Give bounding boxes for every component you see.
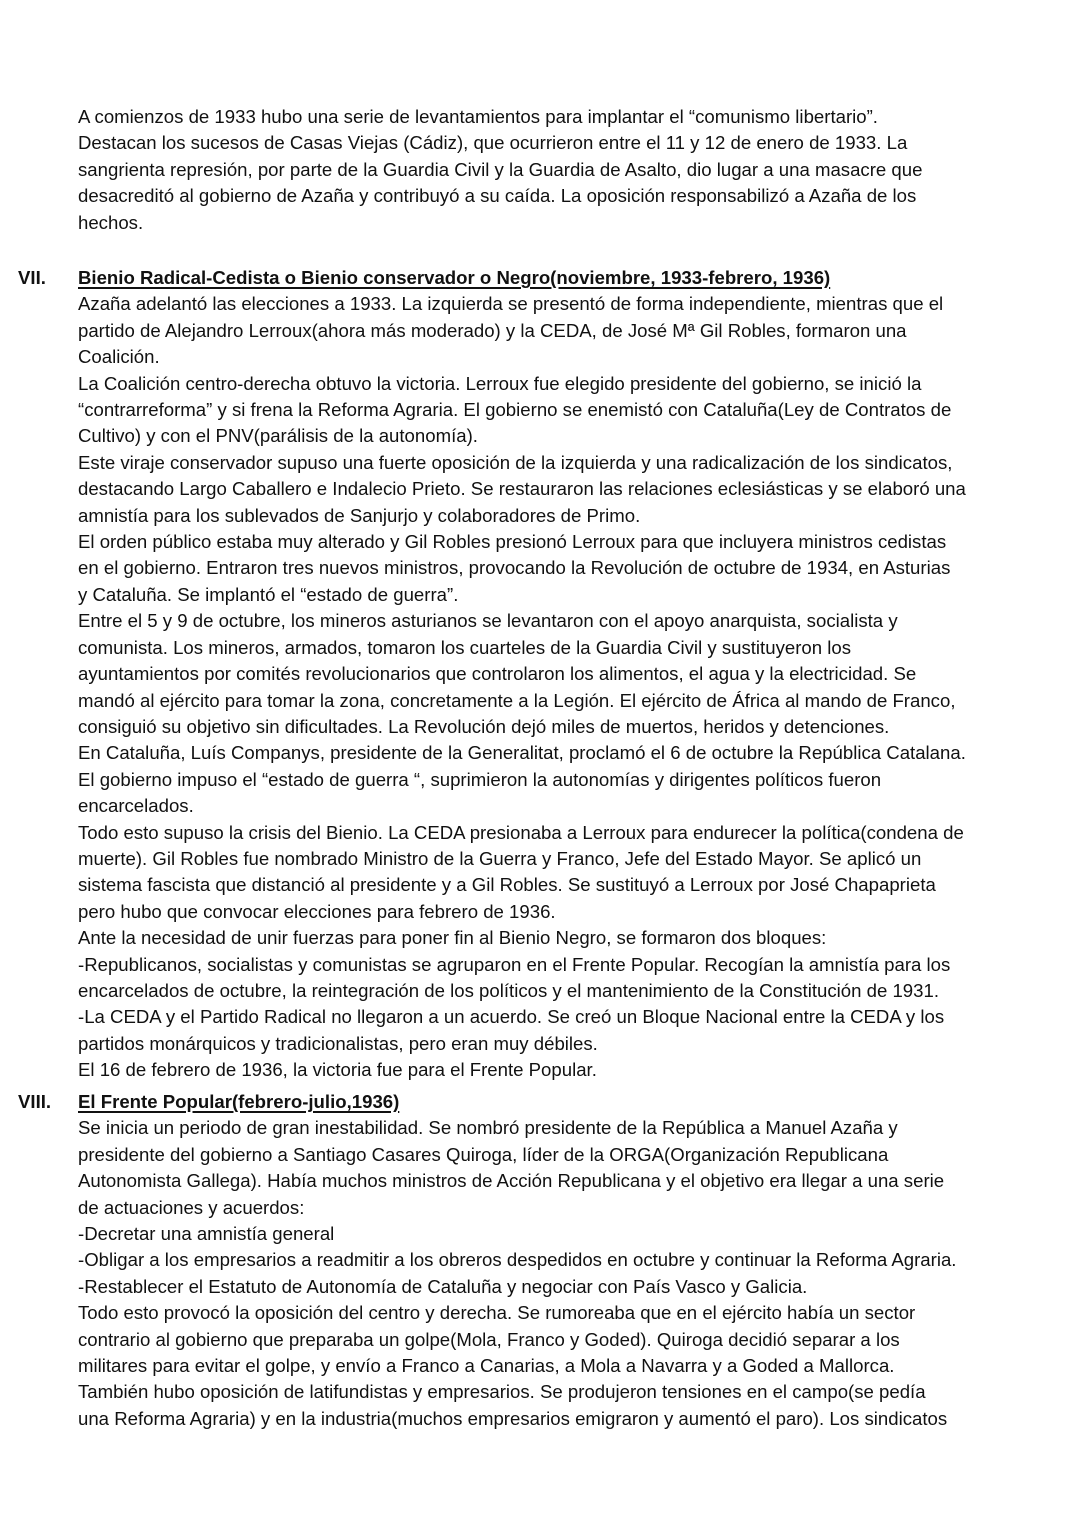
text-line: de actuaciones y acuerdos: [78,1196,305,1218]
text-line: Coalición. [78,346,160,368]
text-line: El orden público estaba muy alterado y Gil Robles presionó Lerroux para que incluyera ministros cedistas [78,531,947,553]
text-line: Autonomista Gallega). Había muchos ministros de Acción Republicana y el objetivo era llegar a una serie [78,1170,945,1192]
text-line: Cultivo) y con el PNV(parálisis de la autonomía). [78,425,478,447]
text-line: -Obligar a los empresarios a readmitir a los obreros despedidos en octubre y continuar la Reforma Agraria. [78,1249,957,1271]
section-viii [78,1089,1028,1432]
text-line: consiguió su objetivo sin dificultades. La Revolución dejó miles de muertos, heridos y detenciones. [78,715,890,737]
text-line: A comienzos de 1933 hubo una serie de levantamientos para implantar el “comunismo libertario”. [78,106,878,127]
text-line: pero hubo que convocar elecciones para febrero de 1936. [78,900,556,922]
text-line: -Republicanos, socialistas y comunistas se agruparon en el Frente Popular. Recogían la amnistía para los [78,953,951,975]
text-line: Entre el 5 y 9 de octubre, los mineros asturianos se levantaron con el apoyo anarquista, socialista y [78,610,898,632]
text-line: Azaña adelantó las elecciones a 1933. La izquierda se presentó de forma independiente, mientras que el [78,293,944,315]
text-line: mandó al ejército para tomar la zona, concretamente a la Legión. El ejército de África al mando de Franco, [78,689,956,711]
text-line: partido de Alejandro Lerroux(ahora más moderado) y la CEDA, de José Mª Gil Robles, formaron una [78,319,907,341]
section-heading-viii: El Frente Popular(febrero-julio,1936) [78,1091,400,1112]
text-line: Ante la necesidad de unir fuerzas para poner fin al Bienio Negro, se formaron dos bloques: [78,927,827,949]
text-line: La Coalición centro-derecha obtuvo la victoria. Lerroux fue elegido presidente del gobierno, se inició la [78,372,922,394]
text-line: encarcelados. [78,795,194,817]
text-line: hechos. [78,211,144,233]
text-line: -Decretar una amnistía general [78,1223,335,1245]
section-numeral-vii: VII. [18,267,46,288]
text-line: “contrarreforma” y si frena la Reforma Agraria. El gobierno se enemistó con Cataluña(Ley de Contratos de [78,399,952,421]
text-line: El 16 de febrero de 1936, la victoria fue para el Frente Popular. [78,1059,597,1081]
section-heading-vii: Bienio Radical-Cedista o Bienio conservador o Negro(noviembre, 1933-febrero, 1936) [78,267,831,288]
text-line: muerte). Gil Robles fue nombrado Ministro de la Guerra y Franco, Jefe del Estado Mayor. Se aplicó un [78,847,922,869]
text-line: Todo esto supuso la crisis del Bienio. La CEDA presionaba a Lerroux para endurecer la política(condena de [78,821,964,843]
text-line: sistema fascista que distanció al presidente y a Gil Robles. Se sustituyó a Lerroux por José Chapaprieta [78,874,936,896]
text-line: Se inicia un periodo de gran inestabilidad. Se nombró presidente de la República a Manuel Azaña y [78,1117,898,1139]
text-line: en el gobierno. Entraron tres nuevos ministros, provocando la Revolución de octubre de 1934, en Asturias [78,557,951,579]
text-line: una Reforma Agraria) y en la industria(muchos empresarios emigraron y aumentó el paro). Los sindicatos [78,1407,948,1429]
text-line: Destacan los sucesos de Casas Viejas (Cádiz), que ocurrieron entre el 11 y 12 de enero de 1933. La [78,132,908,154]
text-line: encarcelados de octubre, la reintegración de los políticos y el mantenimiento de la Constitución de 1931. [78,979,939,1001]
text-line: presidente del gobierno a Santiago Casares Quiroga, líder de la ORGA(Organización Republicana [78,1143,889,1165]
section-vii [78,265,1028,1084]
text-line: amnistía para los sublevados de Sanjurjo y colaboradores de Primo. [78,504,641,526]
text-line: y Cataluña. Se implantó el “estado de guerra”. [78,583,459,605]
text-line: desacreditó al gobierno de Azaña y contribuyó a su caída. La oposición responsabilizó a Azaña de los [78,185,917,207]
text-line: En Cataluña, Luís Companys, presidente de la Generalitat, proclamó el 6 de octubre la República Catalana. [78,742,966,764]
text-line: comunista. Los mineros, armados, tomaron los cuarteles de la Guardia Civil y sustituyeron los [78,636,852,658]
text-line: -Restablecer el Estatuto de Autonomía de Cataluña y negociar con País Vasco y Galicia. [78,1275,808,1297]
text-line: Todo esto provocó la oposición del centro y derecha. Se rumoreaba que en el ejército había un sector [78,1302,916,1324]
text-line: contrario al gobierno que preparaba un golpe(Mola, Franco y Goded). Quiroga decidió separar a los [78,1328,900,1350]
text-line: ayuntamientos por comités revolucionarios que controlaron los alimentos, el agua y la electricidad. Se [78,663,917,685]
text-line: También hubo oposición de latifundistas y empresarios. Se produjeron tensiones en el campo(se pedía [78,1381,926,1403]
text-line: destacando Largo Caballero e Indalecio Prieto. Se restauraron las relaciones eclesiásticas y se elaboró una [78,478,966,500]
text-line: -La CEDA y el Partido Radical no llegaron a un acuerdo. Se creó un Bloque Nacional entre la CEDA y los [78,1006,945,1028]
text-line: partidos monárquicos y tradicionalistas, pero eran muy débiles. [78,1032,598,1054]
text-line: sangrienta represión, por parte de la Guardia Civil y la Guardia de Asalto, dio lugar a una masacre que [78,158,923,180]
text-line: El gobierno impuso el “estado de guerra “, suprimieron la autonomías y dirigentes políticos fueron [78,768,882,790]
text-line: militares para evitar el golpe, y envío a Franco a Canarias, a Mola a Navarra y a Goded a Mallorca. [78,1355,895,1377]
text-line: Este viraje conservador supuso una fuerte oposición de la izquierda y una radicalización de los sindicatos, [78,451,953,473]
section-numeral-viii: VIII. [18,1091,52,1112]
intro-paragraph [78,104,1028,236]
